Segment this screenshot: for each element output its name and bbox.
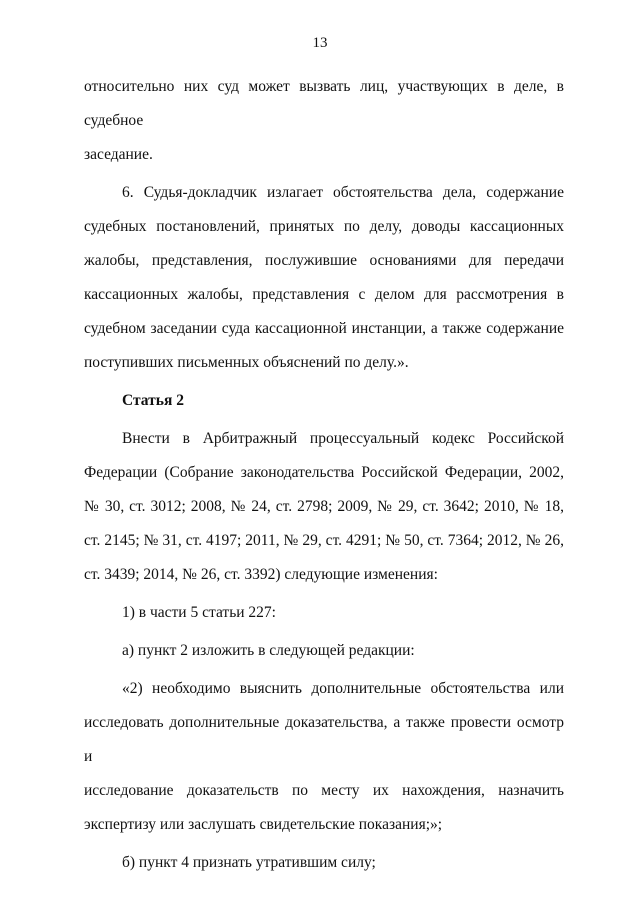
text-line: судебных постановлений, принятых по делу, доводы кассационных (84, 218, 564, 235)
text-line: поступивших письменных объяснений по делу.». (84, 354, 409, 371)
text-line: «2) необходимо выяснить дополнительные обстоятельства или (122, 680, 564, 697)
paragraph-subpoint-a (84, 634, 564, 668)
text-line: судебном заседании суда кассационной инстанции, а также содержание (84, 320, 564, 337)
document-body (84, 70, 564, 884)
text-line: жалобы, представления, послужившие основаниями для передачи (84, 252, 564, 269)
text-line: Федерации (Собрание законодательства Российской Федерации, 2002, (84, 464, 564, 481)
text-line: 1) в части 5 статьи 227: (122, 604, 276, 621)
text-line: исследование доказательств по месту их нахождения, назначить (84, 782, 564, 799)
text-line: экспертизу или заслушать свидетельские показания;»; (84, 816, 443, 833)
paragraph-quoted-clause-2 (84, 672, 564, 842)
text-line: исследовать дополнительные доказательства, а также провести осмотр и (84, 714, 564, 765)
paragraph-amendments-intro (84, 422, 564, 592)
text-line: кассационных жалобы, представления с делом для рассмотрения в (84, 286, 564, 303)
article-title: Статья 2 (122, 392, 184, 409)
paragraph-continuation (84, 70, 564, 172)
text-line: а) пункт 2 изложить в следующей редакции: (122, 642, 415, 659)
text-line: ст. 2145; № 31, ст. 4197; 2011, № 29, ст. 4291; № 50, ст. 7364; 2012, № 26, (84, 532, 564, 549)
paragraph-point-1 (84, 596, 564, 630)
text-line: Внести в Арбитражный процессуальный кодекс Российской (122, 430, 564, 447)
text-line: относительно них суд может вызвать лиц, участвующих в деле, в судебное (84, 78, 564, 129)
page-number: 13 (312, 35, 328, 51)
text-line: заседание. (84, 146, 153, 163)
paragraph-item-6 (84, 176, 564, 380)
article-heading (84, 384, 564, 418)
text-line: № 30, ст. 3012; 2008, № 24, ст. 2798; 2009, № 29, ст. 3642; 2010, № 18, (84, 498, 564, 515)
text-line: 6. Судья-докладчик излагает обстоятельства дела, содержание (122, 184, 564, 201)
paragraph-subpoint-b (84, 846, 564, 880)
text-line: ст. 3439; 2014, № 26, ст. 3392) следующие изменения: (84, 566, 438, 583)
text-line: б) пункт 4 признать утратившим силу; (122, 854, 376, 871)
